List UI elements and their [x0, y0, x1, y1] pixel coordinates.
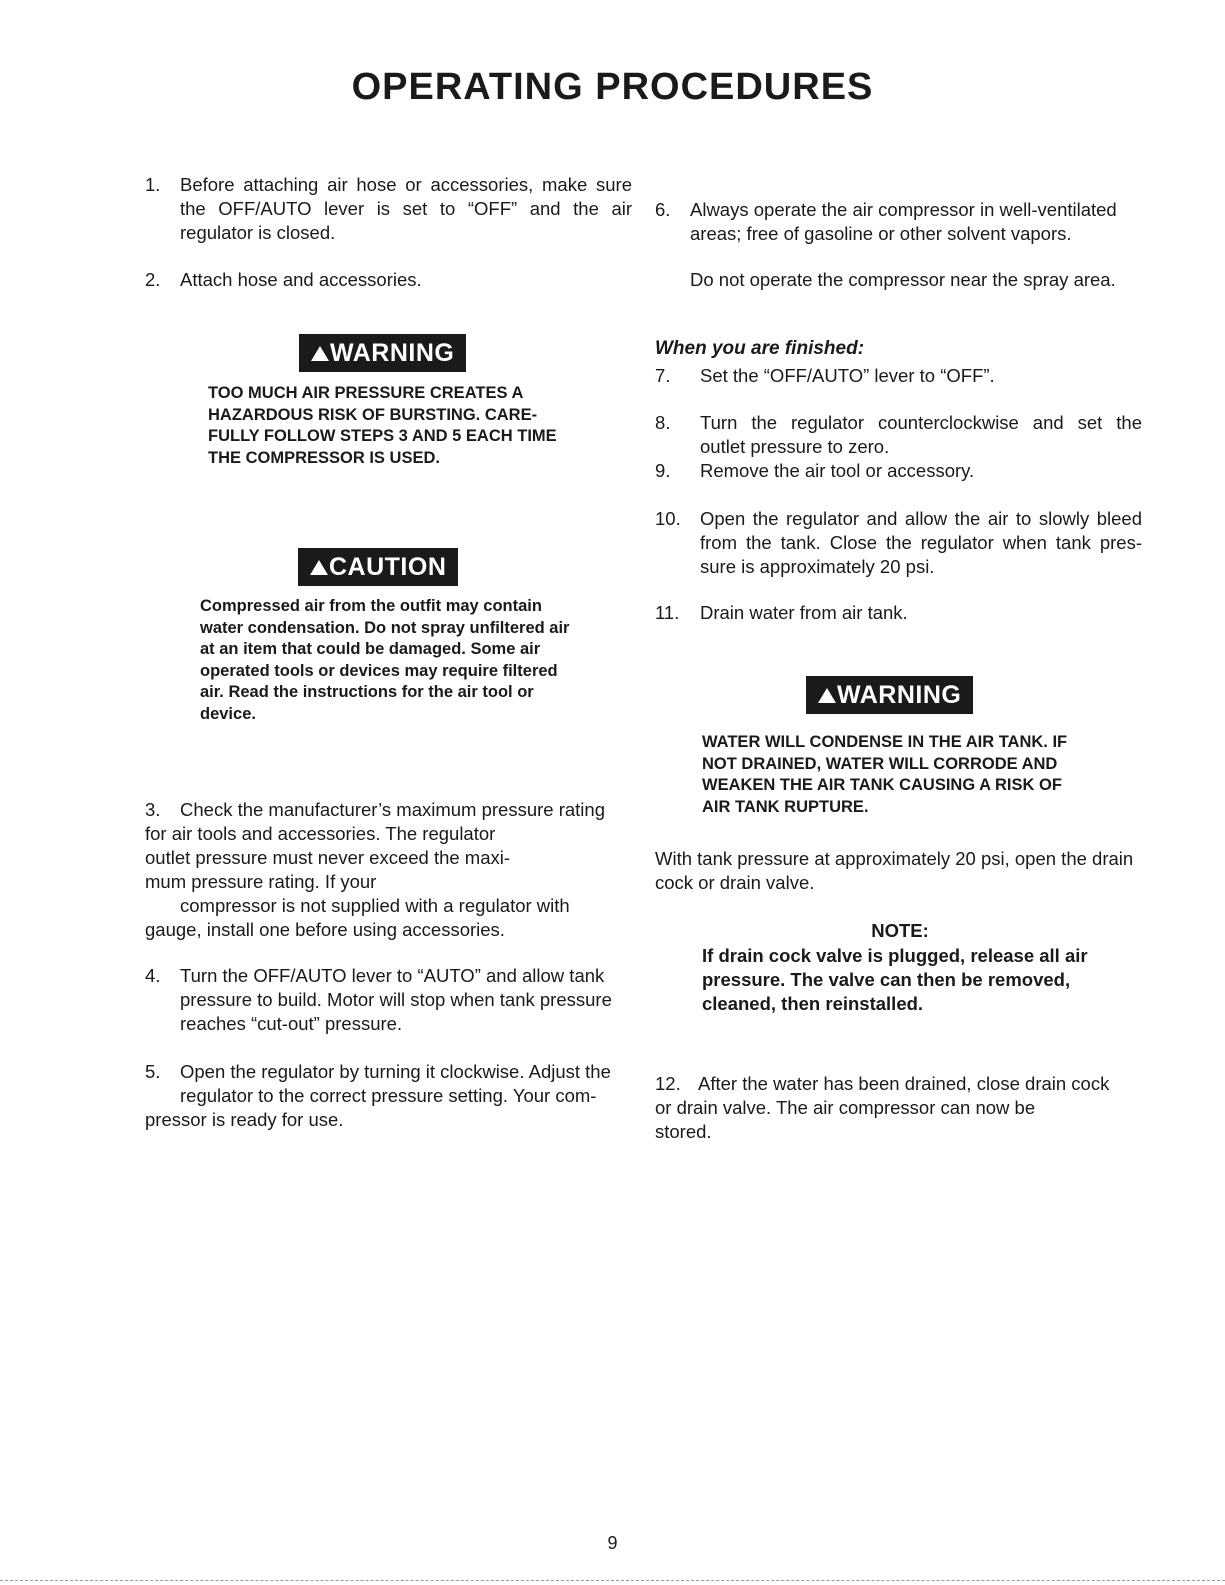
warning-triangle-icon: [311, 346, 329, 361]
step-1-line-3: regulator is closed.: [180, 222, 336, 243]
step-3-line-2: for air tools and accessories. The regulator: [145, 823, 496, 844]
note-body: [702, 944, 1122, 1016]
warning-2-line-2: NOT DRAINED, WATER WILL CORRODE AND: [702, 754, 1058, 773]
step-6-text: [690, 198, 1117, 246]
note-line-2: pressure. The valve can then be removed,: [702, 969, 1071, 990]
warning-label-2: WARNING: [837, 681, 962, 709]
step-3-line-5: compressor is not supplied with a regulator with: [180, 895, 570, 916]
step-8-line-1: Turn the regulator counterclockwise and set the: [700, 412, 1142, 433]
warning-line-2: HAZARDOUS RISK OF BURSTING. CARE-: [208, 405, 538, 424]
caution-text: [200, 596, 590, 725]
step-6-line-1: Always operate the air compressor in well-ventilated: [690, 199, 1117, 220]
drain-paragraph: [655, 847, 1133, 895]
warning-badge-2: [806, 676, 973, 714]
caution-line-3: at an item that could be damaged. Some air: [200, 640, 541, 658]
note-line-1: If drain cock valve is plugged, release all air: [702, 945, 1088, 966]
page-title: OPERATING PROCEDURES: [351, 66, 874, 108]
step-3-line-6: gauge, install one before using accessories.: [145, 919, 505, 940]
warning-triangle-icon-2: [818, 688, 836, 703]
drain-line-2: cock or drain valve.: [655, 872, 815, 893]
warning-text: [208, 383, 588, 469]
step-3-line-4: mum pressure rating. If your: [145, 871, 377, 892]
step-1-line-2: the OFF/AUTO lever is set to “OFF” and the air: [180, 198, 632, 219]
finished-heading: When you are finished:: [655, 338, 865, 359]
warning-text-2: [702, 732, 1112, 818]
step-3-number: 3.: [145, 799, 161, 820]
warning-line-4: THE COMPRESSOR IS USED.: [208, 448, 440, 467]
warning-2-line-1: WATER WILL CONDENSE IN THE AIR TANK. IF: [702, 733, 1068, 751]
step-5-line-1: Open the regulator by turning it clockwise. Adjust the: [180, 1061, 611, 1082]
warning-2-line-4: AIR TANK RUPTURE.: [702, 797, 869, 816]
step-10-line-2: from the tank. Close the regulator when tank pres-: [700, 532, 1142, 553]
page-number: 9: [607, 1533, 618, 1553]
caution-triangle-icon: [310, 560, 328, 575]
note-title: NOTE:: [871, 920, 929, 941]
step-10-number: 10.: [655, 508, 681, 529]
step-3-line-3: outlet pressure must never exceed the maxi-: [145, 847, 511, 868]
warning-label: WARNING: [330, 339, 455, 367]
caution-label: CAUTION: [329, 553, 447, 581]
step-6-extra: Do not operate the compressor near the spray area.: [690, 269, 1116, 290]
step-5-line-3: pressor is ready for use.: [145, 1109, 344, 1130]
warning-line-3: FULLY FOLLOW STEPS 3 AND 5 EACH TIME: [208, 427, 557, 445]
step-5-number: 5.: [145, 1061, 161, 1082]
caution-line-2: water condensation. Do not spray unfiltered air: [200, 618, 570, 637]
drain-line-1: With tank pressure at approximately 20 psi, open the drain: [655, 848, 1134, 869]
step-10-line-1: Open the regulator and allow the air to slowly bleed: [700, 508, 1142, 529]
step-6-number: 6.: [655, 199, 671, 220]
step-8-number: 8.: [655, 412, 671, 433]
step-4-number: 4.: [145, 965, 161, 986]
caution-line-5: air. Read the instructions for the air tool or: [200, 683, 534, 701]
step-6-line-2: areas; free of gasoline or other solvent vapors.: [690, 223, 1072, 244]
step-7-number: 7.: [655, 365, 671, 386]
step-4-text: Turn the OFF/AUTO lever to “AUTO” and allow tank pressure to build. Motor will stop when tank pressure reaches “cut-out” pressure.: [180, 965, 612, 1034]
step-5-line-2: regulator to the correct pressure setting. Your com-: [180, 1085, 597, 1106]
step-8-line-2: outlet pressure to zero.: [700, 436, 890, 457]
step-2-text: Attach hose and accessories.: [180, 269, 422, 290]
caution-badge: [298, 548, 458, 586]
step-9-text: Remove the air tool or accessory.: [700, 460, 975, 481]
step-12-line-3: stored.: [655, 1121, 712, 1142]
step-9-number: 9.: [655, 460, 671, 481]
step-7-text: Set the “OFF/AUTO” lever to “OFF”.: [700, 365, 995, 386]
warning-line-1: TOO MUCH AIR PRESSURE CREATES A: [208, 384, 524, 402]
caution-line-4: operated tools or devices may require filtered: [200, 661, 558, 680]
step-1-number: 1.: [145, 174, 161, 195]
step-10-line-3: sure is approximately 20 psi.: [700, 556, 935, 577]
step-3-line-1: Check the manufacturer’s maximum pressure rating: [180, 799, 605, 820]
step-12-line-2: or drain valve. The air compressor can now be: [655, 1097, 1036, 1118]
caution-line-1: Compressed air from the outfit may contain: [200, 597, 542, 615]
step-2-number: 2.: [145, 269, 161, 290]
warning-2-line-3: WEAKEN THE AIR TANK CAUSING A RISK OF: [702, 776, 1062, 794]
step-1-text: [180, 173, 632, 245]
step-11-text: Drain water from air tank.: [700, 602, 908, 623]
step-1-line-1: Before attaching air hose or accessories, make sure: [180, 174, 632, 195]
note-line-3: cleaned, then reinstalled.: [702, 993, 924, 1014]
warning-badge: [299, 334, 466, 372]
step-10-text: [700, 507, 1142, 579]
bottom-rule: [0, 1580, 1225, 1581]
step-11-number: 11.: [655, 602, 680, 623]
step-8-text: [700, 411, 1142, 459]
caution-line-6: device.: [200, 704, 256, 723]
step-12-number: 12.: [655, 1073, 681, 1094]
step-12-line-1: After the water has been drained, close drain cock: [698, 1073, 1110, 1094]
